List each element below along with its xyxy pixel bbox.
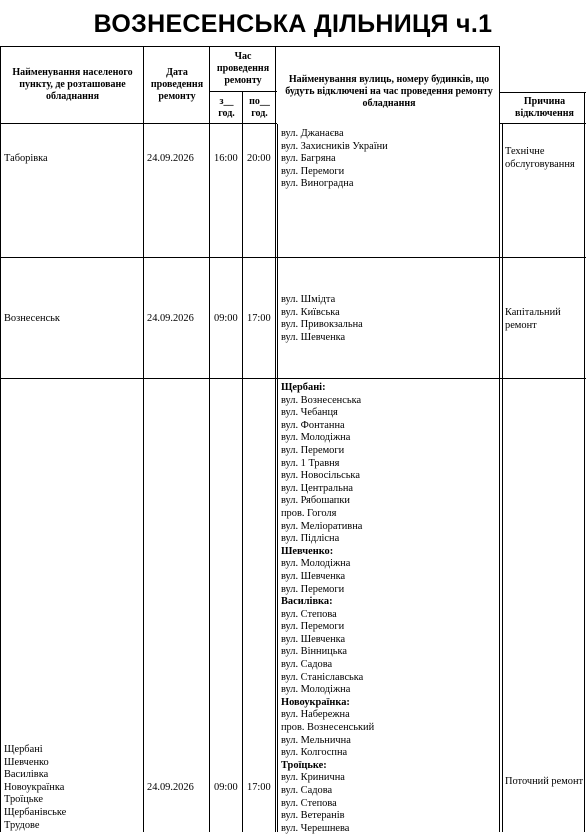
street-item: вул. Колгоспна <box>281 747 348 759</box>
header-reason: Причина відключення <box>515 96 574 119</box>
col-divider-4b <box>277 124 278 832</box>
header-bottom-left <box>0 123 277 124</box>
street-item: вул. Станіславська <box>281 671 364 683</box>
street-item: вул. Підлісна <box>281 533 340 545</box>
row-2-to: 17:00 <box>247 313 271 324</box>
street-item: вул. Садова <box>281 785 333 796</box>
street-group-label: Василівка: <box>281 596 333 608</box>
street-item: вул. Чебанця <box>281 407 338 419</box>
street-item: вул. Привокзальна <box>281 319 363 331</box>
row-3-streets <box>281 382 499 835</box>
street-item: вул. Степова <box>281 608 337 620</box>
street-item: вул. Меліоративна <box>281 520 363 532</box>
street-item: вул. Рябошапки <box>281 495 350 507</box>
col-divider-5 <box>499 46 500 832</box>
row-2-settlement: Вознесенськ <box>4 313 60 324</box>
row-1-to: 20:00 <box>247 153 271 164</box>
street-item: вул. Степова <box>281 797 337 809</box>
street-item: вул. Перемоги <box>281 621 345 633</box>
time-header-divider <box>210 91 277 92</box>
street-item: вул. Мельнична <box>281 734 351 746</box>
street-item: вул. Вознесенська <box>281 394 362 406</box>
street-item: вул. Кринична <box>281 772 345 784</box>
street-item: вул. Джанаєва <box>281 128 344 139</box>
row-2-streets <box>281 294 499 344</box>
row-2-reason: Капітальний ремонт <box>505 307 561 331</box>
row-1-settlement: Таборівка <box>4 153 48 164</box>
row-2-date: 24.09.2026 <box>147 313 194 324</box>
street-item: пров. Гоголя <box>281 507 337 519</box>
col-divider-1 <box>143 46 144 832</box>
street-item: вул. 1 Травня <box>281 457 340 469</box>
row-3-date: 24.09.2026 <box>147 782 194 793</box>
street-group-label: Новоукраїнка: <box>281 696 350 708</box>
row-3-from: 09:00 <box>214 782 238 793</box>
street-item: вул. Молодіжна <box>281 558 351 570</box>
header-time: Час проведення ремонту <box>216 51 270 86</box>
street-item: вул. Перемоги <box>281 444 345 456</box>
street-item: вул. Перемоги <box>281 165 345 177</box>
street-item: вул. Шмідта <box>281 294 336 305</box>
row-1-from: 16:00 <box>214 153 238 164</box>
street-group-label: Щербані: <box>281 382 326 393</box>
row-1-reason: Технічне обслуговування <box>505 146 575 170</box>
street-item: вул. Молодіжна <box>281 432 351 444</box>
header-settlement: Найменування населеного пункту, де розташоване обладнання <box>12 67 133 102</box>
row-1-date: 24.09.2026 <box>147 153 194 164</box>
street-group-label: Троїцьке: <box>281 759 327 771</box>
col-divider-6 <box>584 92 585 832</box>
row-3-to: 17:00 <box>247 782 271 793</box>
street-group-label: Шевченко: <box>281 545 334 557</box>
street-item: вул. Київська <box>281 306 340 318</box>
row-3-reason: Поточний ремонт <box>505 776 584 787</box>
street-item: вул. Вінницька <box>281 646 347 658</box>
row-1-streets <box>281 128 499 191</box>
row-2-from: 09:00 <box>214 313 238 324</box>
col-divider-2 <box>209 46 210 832</box>
street-item: вул. Набережна <box>281 709 350 721</box>
row-3-settlement: Щербані Шевченко Василівка Новоукраїнка Троїцьке Щербанівське Трудове <box>4 744 67 831</box>
street-item: вул. Молодіжна <box>281 684 351 696</box>
street-item: вул. Фонтанна <box>281 419 345 431</box>
street-item: вул. Багряна <box>281 153 336 165</box>
street-item: вул. Садова <box>281 659 333 671</box>
street-item: вул. Виноградна <box>281 178 354 190</box>
header-date: Дата проведення ремонту <box>150 67 204 102</box>
street-item: вул. Центральна <box>281 482 354 494</box>
street-item: вул. Захисників України <box>281 140 388 152</box>
header-bottom-right <box>500 123 586 124</box>
header-time-from: з__ год. <box>218 96 235 119</box>
col-divider-0 <box>0 46 1 832</box>
street-item: вул. Перемоги <box>281 583 345 595</box>
street-item: вул. Шевченка <box>281 570 346 582</box>
street-item: вул. Ветеранів <box>281 810 345 822</box>
table-top-border <box>0 46 500 47</box>
col-divider-5b <box>502 124 503 832</box>
reason-header-top <box>500 92 586 93</box>
col-divider-4 <box>275 46 276 832</box>
street-item: вул. Шевченка <box>281 331 346 343</box>
street-item: вул. Новосільська <box>281 470 360 482</box>
header-time-to: по__ год. <box>249 96 270 119</box>
street-item: вул. Черешнева <box>281 822 350 834</box>
street-item: вул. Шевченка <box>281 633 346 645</box>
header-streets: Найменування вулиць, номеру будинків, що будуть відключені на час проведення ремонту обладнання <box>285 74 493 109</box>
page-title: ВОЗНЕСЕНСЬКА ДІЛЬНИЦЯ ч.1 <box>93 10 493 38</box>
street-item: пров. Вознесенський <box>281 722 375 734</box>
col-divider-3 <box>242 91 243 832</box>
